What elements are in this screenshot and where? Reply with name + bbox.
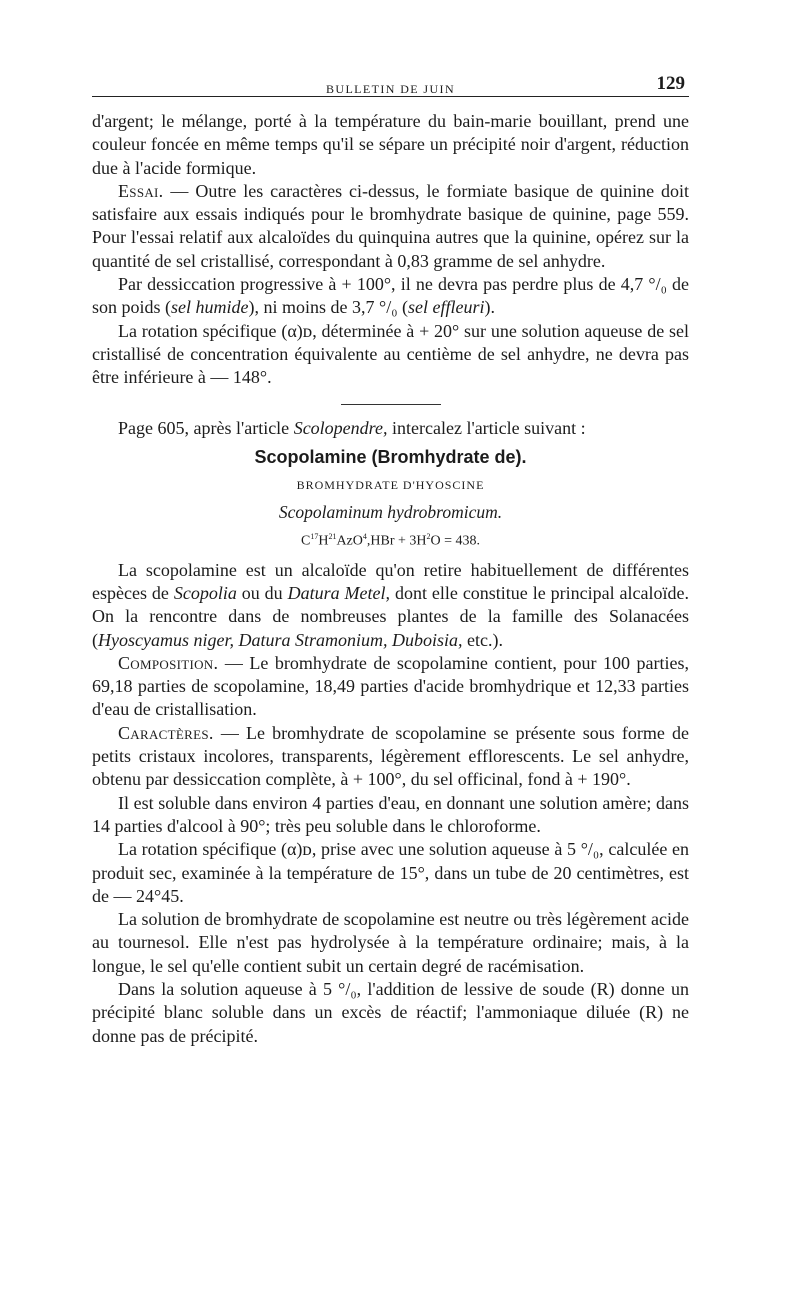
text-run: intercalez l'article suivant : xyxy=(387,417,586,438)
paragraph-text: Il est soluble dans environ 4 parties d'eau, en donnant une solution amère; dans 14 parties d'alcool à 90°; très peu soluble dans le chloroforme. xyxy=(92,792,689,836)
italic-run: Datura Metel, xyxy=(287,583,391,603)
paragraph-text: La rotation spécifique (α)ᴅ, déterminée à + 20° sur une solution aqueuse de sel cristallisé de concentration équivalente au centième de sel anhydre, ne devra pas être inférieure à — 148°. xyxy=(92,320,689,388)
paragraph-text: La solution de bromhydrate de scopolamine est neutre ou très légèrement acide au tournesol. Elle n'est pas hydrolysée à la température ordinaire; mais, à la longue, le sel qu'elle contient subit un certain degré de racémisation. xyxy=(92,909,689,976)
paragraph-insertion-note xyxy=(92,417,689,440)
text-run: Page 605, après l'article xyxy=(118,417,294,438)
italic-run: sel humide xyxy=(171,297,249,318)
paragraph-soda-test xyxy=(92,978,689,1048)
section-divider xyxy=(341,404,441,405)
paragraph-caracteres xyxy=(92,722,689,792)
section-head-essai: Essai. xyxy=(118,180,164,201)
page-number: 129 xyxy=(656,73,685,94)
formula-subscript: 21 xyxy=(328,531,337,541)
text-run: ou du xyxy=(236,583,288,603)
text-run: dont elle constitue le principal alcaloïde. On la rencontre dans de nombreuses plantes de la famille des Solanacées ( xyxy=(92,583,690,650)
text-run: ), ni moins de 3,7 °/₀ ( xyxy=(248,297,408,318)
text-run: ). xyxy=(484,297,495,318)
formula-part: AzO xyxy=(336,533,363,549)
running-title: BULLETIN DE JUIN xyxy=(325,82,456,96)
text-run: La scopolamine est un alcaloïde qu'on retire habituellement de différentes espèces de xyxy=(92,559,689,603)
monograph-latin-name: Scopolaminum hydrobromicum. xyxy=(278,502,503,523)
page-header xyxy=(92,70,689,97)
paragraph-rotation xyxy=(92,320,689,390)
paragraph-essai xyxy=(92,180,689,273)
paragraph-text: — Le bromhydrate de scopolamine contient, pour 100 parties, 69,18 parties de scopolamine, 18,49 parties d'acide bromhydrique et 12,33 parties d'eau de cristallisation. xyxy=(92,652,690,720)
section-head-composition: Composition. xyxy=(118,652,219,673)
paragraph-text: — Le bromhydrate de scopolamine se présente sous forme de petits cristaux incolores, transparents, légèrement efflorescents. Le sel anhydre, obtenu par dessiccation complète, à + 100°, du sel officinal, fond à + 190°. xyxy=(92,722,690,790)
body-text xyxy=(92,110,689,1048)
paragraph-composition xyxy=(92,652,689,722)
paragraph-dessiccation xyxy=(92,273,689,320)
formula-part: H xyxy=(318,533,329,549)
paragraph-intro xyxy=(92,559,689,652)
paragraph-text: La rotation spécifique (α)ᴅ, prise avec une solution aqueuse à 5 °/₀, calculée en produit sec, examinée à la température de 15°, dans un tube de 20 centimètres, est de — 24°45. xyxy=(92,839,689,906)
formula-subscript: 4 xyxy=(362,531,367,541)
paragraph-solubility xyxy=(92,792,689,839)
formula-subscript: 17 xyxy=(310,531,319,541)
paragraph-specific-rotation xyxy=(92,838,689,908)
italic-run: Hyoscyamus niger, Datura Stramonium, Duboisia, xyxy=(98,629,463,650)
monograph-title: Scopolamine (Bromhydrate de). xyxy=(254,446,527,467)
formula-part: ,HBr + 3H xyxy=(366,533,427,549)
chemical-formula xyxy=(92,525,689,553)
formula-part: C xyxy=(300,533,311,549)
text-run: Par dessiccation progressive à + 100°, il ne devra pas perdre plus de 4,7 °/₀ de son poids ( xyxy=(92,274,689,318)
paragraph-text: — Outre les caractères ci-dessus, le formiate basique de quinine doit satisfaire aux essais indiqués pour le bromhydrate basique de quinine, page 559. Pour l'essai relatif aux alcaloïdes du quinquina autres que la quinine, opérez sur la quantité de sel cristallisé, correspondant à 0,83 gramme de sel anhydre. xyxy=(92,180,690,271)
italic-run: Scolopendre, xyxy=(293,417,388,438)
formula-part: O = 438. xyxy=(430,533,481,549)
formula-subscript: 2 xyxy=(426,531,431,541)
paragraph-text: Dans la solution aqueuse à 5 °/₀, l'addition de lessive de soude (R) donne un précipité blanc soluble dans un excès de réactif; l'ammoniaque diluée (R) ne donne pas de précipité. xyxy=(92,979,689,1046)
italic-run: sel effleuri xyxy=(407,297,485,318)
paragraph-neutrality xyxy=(92,908,689,978)
paragraph-text: d'argent; le mélange, porté à la température du bain-marie bouillant, prend une couleur foncée en même temps qu'il se sépare un précipité noir d'argent, réduction due à l'acide formique. xyxy=(92,111,689,178)
section-head-caracteres: Caractères. xyxy=(118,722,214,743)
italic-run: Scopolia xyxy=(173,583,237,603)
document-page xyxy=(92,70,689,1048)
monograph-synonym: BROMHYDRATE D'HYOSCINE xyxy=(296,478,485,493)
text-run: etc.). xyxy=(462,629,503,650)
paragraph-continuation xyxy=(92,110,689,180)
